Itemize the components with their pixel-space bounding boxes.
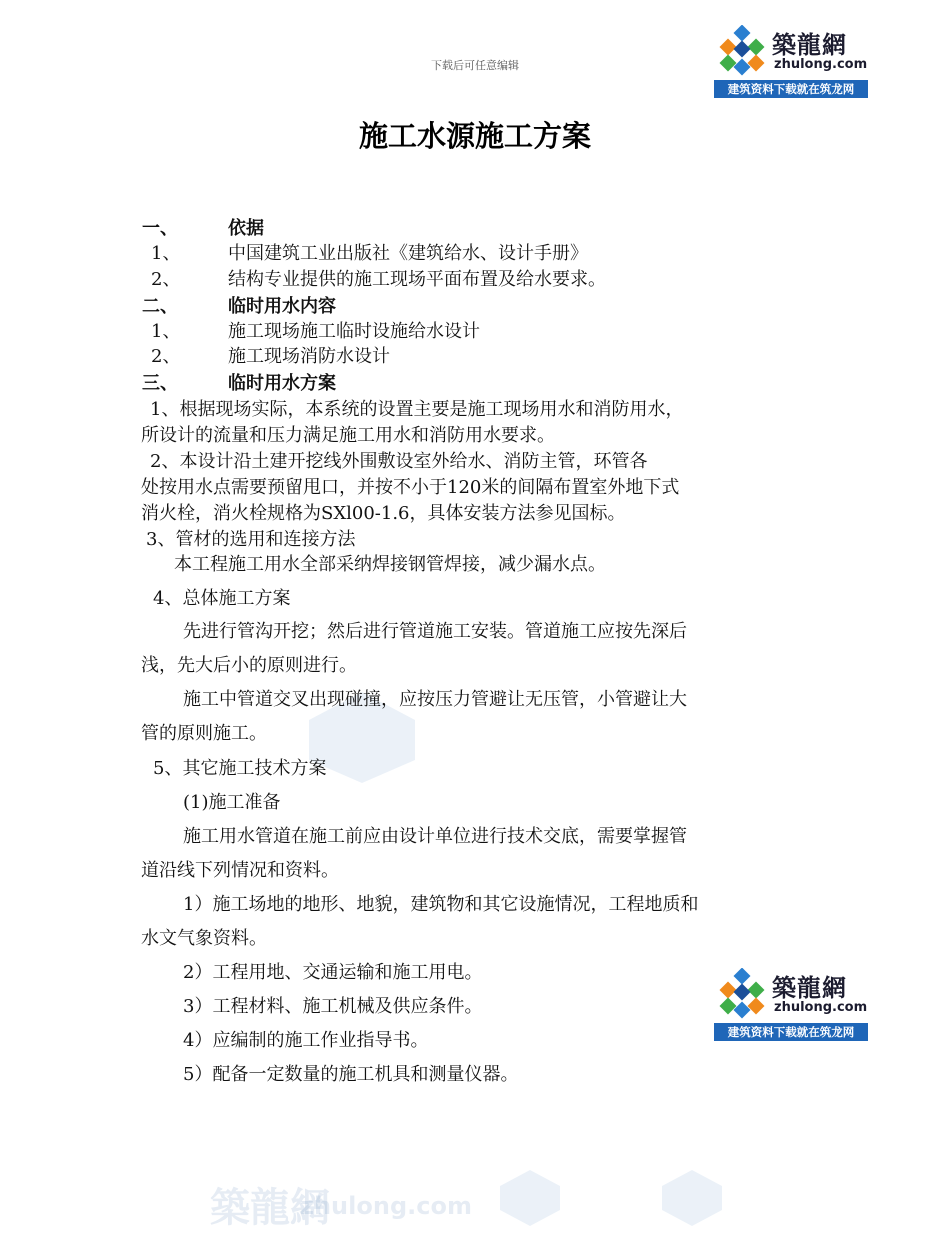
- section-number: 一、: [142, 218, 178, 239]
- paragraph-line: 5、其它施工技术方案: [153, 758, 327, 779]
- paragraph-line: 4、总体施工方案: [153, 588, 291, 609]
- page-title: 施工水源施工方案: [358, 119, 591, 153]
- paragraph-line: 本工程施工用水全部采纳焊接钢管焊接，减少漏水点。: [174, 554, 606, 575]
- paragraph-line: 所设计的流量和压力满足施工用水和消防用水要求。: [141, 425, 555, 446]
- watermark-emblem-icon: [660, 1168, 724, 1228]
- list-item: 中国建筑工业出版社《建筑给水、设计手册》: [228, 243, 588, 264]
- logo-en-text: zhulong.com: [774, 1000, 868, 1015]
- section-heading: 临时用水方案: [228, 373, 336, 394]
- list-number: 2、: [151, 269, 181, 290]
- header-note: 下载后可任意编辑: [431, 59, 519, 72]
- paragraph-line: 3、管材的选用和连接方法: [146, 529, 356, 550]
- logo-cn-text: 築龍網: [772, 30, 847, 59]
- zhulong-logo-top: [714, 21, 868, 99]
- section-heading: 依据: [228, 218, 264, 239]
- watermark-en: zhulong.com: [300, 1192, 472, 1220]
- watermark-emblem-icon: [498, 1168, 562, 1228]
- paragraph-line: 3）工程材料、施工机械及供应条件。: [183, 996, 483, 1017]
- zhulong-mark-icon: [716, 968, 768, 1020]
- logo-banner: 建筑资料下载就在筑龙网: [714, 80, 868, 98]
- paragraph-line: 道沿线下列情况和资料。: [141, 860, 339, 881]
- zhulong-logo-mid: [714, 964, 868, 1042]
- logo-en-text: zhulong.com: [774, 57, 868, 72]
- list-number: 2、: [151, 346, 181, 367]
- paragraph-line: 管的原则施工。: [141, 723, 267, 744]
- logo-cn-text: 築龍網: [772, 973, 847, 1002]
- paragraph-line: (1)施工准备: [183, 792, 281, 813]
- zhulong-mark-icon: [716, 25, 768, 77]
- paragraph-line: 消火栓，消火栓规格为SXl00-1.6，具体安装方法参见国标。: [141, 503, 626, 524]
- section-number: 二、: [142, 296, 178, 317]
- paragraph-line: 1、根据现场实际，本系统的设置主要是施工现场用水和消防用水，: [150, 399, 684, 420]
- paragraph-line: 1）施工场地的地形、地貌，建筑物和其它设施情况，工程地质和: [183, 894, 699, 915]
- paragraph-line: 水文气象资料。: [141, 928, 267, 949]
- section-number: 三、: [142, 373, 178, 394]
- list-number: 1、: [151, 243, 181, 264]
- paragraph-line: 处按用水点需要预留甩口，并按不小于120米的间隔布置室外地下式: [141, 477, 680, 498]
- list-item: 施工现场施工临时设施给水设计: [228, 321, 480, 342]
- section-heading: 临时用水内容: [228, 296, 336, 317]
- paragraph-line: 2、本设计沿土建开挖线外围敷设室外给水、消防主管，环管各: [150, 451, 648, 472]
- list-item: 结构专业提供的施工现场平面布置及给水要求。: [228, 269, 606, 290]
- list-number: 1、: [151, 321, 181, 342]
- list-item: 施工现场消防水设计: [228, 346, 390, 367]
- paragraph-line: 浅，先大后小的原则进行。: [141, 655, 357, 676]
- paragraph-line: 5）配备一定数量的施工机具和测量仪器。: [183, 1064, 519, 1085]
- paragraph-line: 先进行管沟开挖；然后进行管道施工安装。管道施工应按先深后: [183, 621, 687, 642]
- paragraph-line: 2）工程用地、交通运输和施工用电。: [183, 962, 483, 983]
- watermark-cn: 築龍網: [210, 1185, 330, 1231]
- paragraph-line: 4）应编制的施工作业指导书。: [183, 1030, 429, 1051]
- paragraph-line: 施工用水管道在施工前应由设计单位进行技术交底，需要掌握管: [183, 826, 687, 847]
- logo-banner: 建筑资料下载就在筑龙网: [714, 1023, 868, 1041]
- paragraph-line: 施工中管道交叉出现碰撞，应按压力管避让无压管，小管避让大: [183, 689, 687, 710]
